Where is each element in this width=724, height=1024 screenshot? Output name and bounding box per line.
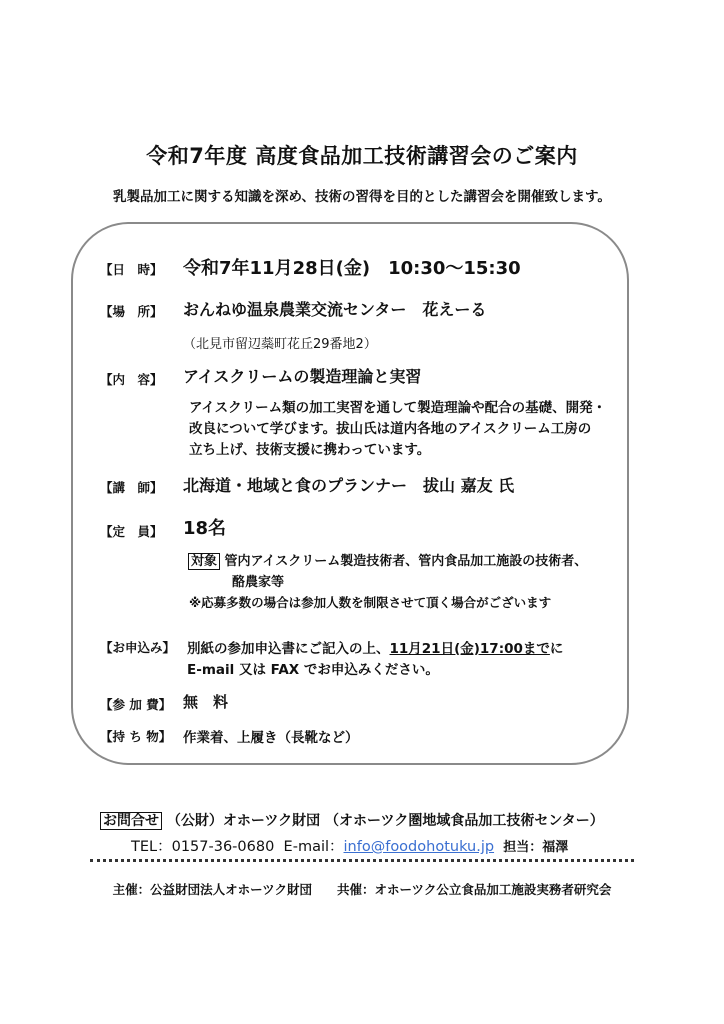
- apply-text-b: に: [549, 641, 564, 657]
- contact-person: 担当：福澤: [503, 840, 569, 855]
- content-label: 【内 容】: [100, 372, 163, 387]
- contact-line-1: [100, 810, 604, 830]
- contact-email-link[interactable]: info@foodohotuku.jp: [343, 839, 495, 855]
- date-value: 令和7年11月28日(金) 10:30～15:30: [183, 258, 521, 279]
- fee-label: 【参 加 費】: [100, 697, 172, 712]
- place-value: おんねゆ温泉農業交流センター 花えーる: [183, 300, 487, 319]
- contact-tag: お問合せ: [100, 812, 162, 830]
- target-text-1: 管内アイスクリーム製造技術者、管内食品加工施設の技術者、: [224, 554, 588, 569]
- fee-value: 無 料: [183, 693, 229, 711]
- date-label: 【日 時】: [100, 262, 163, 277]
- capacity-label: 【定 員】: [100, 524, 163, 539]
- apply-text-a: 別紙の参加申込書にご記入の上、: [187, 641, 390, 657]
- contact-line-2: [131, 835, 568, 856]
- contact-tel: TEL：0157-36-0680: [131, 839, 275, 855]
- page-subtitle: 乳製品加工に関する知識を深め、技術の習得を目的とした講習会を開催致します。: [113, 189, 611, 205]
- capacity-note: ※応募多数の場合は参加人数を制限させて頂く場合がございます: [189, 595, 552, 610]
- contact-email-label: E-mail：: [283, 839, 344, 855]
- apply-line-1: [187, 637, 563, 657]
- target-tag: 対象: [188, 553, 220, 570]
- page-title: 令和7年度 高度食品加工技術講習会のご案内: [146, 144, 578, 168]
- target-line-2: 酪農家等: [232, 575, 285, 590]
- apply-deadline: 11月21日(金)17:00まで: [389, 641, 550, 657]
- content-desc-line-2: 改良について学びます。拔山氏は道内各地のアイスクリーム工房の: [189, 421, 592, 437]
- dotted-divider: [90, 859, 634, 862]
- lecturer-label: 【講 師】: [100, 480, 163, 495]
- apply-label: 【お申込み】: [100, 640, 176, 655]
- contact-org: （公財）オホーツク財団 （オホーツク圏地域食品加工技術センター）: [166, 813, 604, 829]
- capacity-value: 18名: [183, 518, 227, 539]
- lecturer-value: 北海道・地域と食のプランナー 拔山 嘉友 氏: [183, 476, 515, 495]
- place-label: 【場 所】: [100, 304, 163, 319]
- content-value: アイスクリームの製造理論と実習: [183, 367, 422, 386]
- footer-organizers: 主催：公益財団法人オホーツク財団 共催：オホーツク公立食品加工施設実務者研究会: [112, 882, 612, 897]
- target-line-1: [188, 550, 587, 569]
- items-label: 【持 ち 物】: [100, 729, 172, 744]
- content-desc-line-1: アイスクリーム類の加工実習を通して製造理論や配合の基礎、開発・: [189, 400, 607, 416]
- items-value: 作業着、上履き（長靴など）: [183, 730, 359, 746]
- apply-line-2: E-mail 又は FAX でお申込みください。: [187, 662, 439, 678]
- place-address: （北見市留辺蘂町花丘29番地2）: [183, 337, 377, 352]
- content-desc-line-3: 立ち上げ、技術支援に携わっています。: [189, 442, 431, 458]
